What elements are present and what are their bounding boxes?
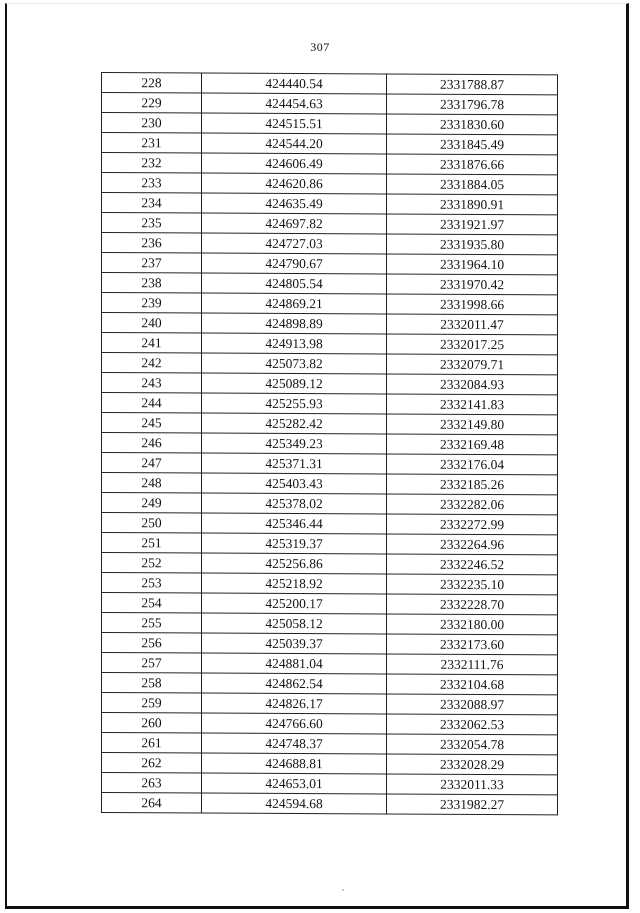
point-number-cell: 258	[102, 673, 202, 694]
point-number-cell: 241	[102, 333, 202, 354]
table-row	[102, 713, 558, 735]
point-number-cell: 244	[102, 393, 202, 414]
y-coordinate-cell: 2332084.93	[387, 374, 558, 395]
table-row	[102, 733, 558, 755]
table-row	[102, 653, 558, 675]
table-row	[102, 333, 558, 355]
y-coordinate-cell: 2332282.06	[387, 494, 558, 515]
y-coordinate-cell: 2332011.47	[387, 314, 558, 335]
x-coordinate-cell: 424594.68	[202, 793, 387, 814]
y-coordinate-cell: 2332149.80	[387, 414, 558, 435]
y-coordinate-cell: 2332017.25	[387, 334, 558, 355]
x-coordinate-cell: 424515.51	[202, 113, 387, 134]
x-coordinate-cell: 425403.43	[202, 473, 387, 494]
y-coordinate-cell: 2332011.33	[387, 774, 558, 795]
coordinate-table-wrapper	[101, 72, 557, 815]
y-coordinate-cell: 2332176.04	[387, 454, 558, 475]
table-row	[102, 593, 558, 615]
point-number-cell: 231	[102, 133, 202, 154]
table-row	[102, 293, 558, 315]
point-number-cell: 237	[102, 253, 202, 274]
y-coordinate-cell: 2331830.60	[387, 114, 558, 135]
point-number-cell: 228	[102, 73, 202, 94]
x-coordinate-cell: 425282.42	[202, 413, 387, 434]
table-row	[102, 473, 558, 495]
point-number-cell: 260	[102, 713, 202, 734]
y-coordinate-cell: 2332111.76	[387, 654, 558, 675]
y-coordinate-cell: 2331796.78	[387, 94, 558, 115]
y-coordinate-cell: 2331982.27	[387, 794, 558, 815]
point-number-cell: 235	[102, 213, 202, 234]
point-number-cell: 232	[102, 153, 202, 174]
y-coordinate-cell: 2332169.48	[387, 434, 558, 455]
y-coordinate-cell: 2331970.42	[387, 274, 558, 295]
table-row	[102, 573, 558, 595]
coordinate-table	[101, 72, 558, 815]
x-coordinate-cell: 425346.44	[202, 513, 387, 534]
x-coordinate-cell: 424544.20	[202, 133, 387, 154]
point-number-cell: 257	[102, 653, 202, 674]
y-coordinate-cell: 2332054.78	[387, 734, 558, 755]
point-number-cell: 255	[102, 613, 202, 634]
page-number: 307	[310, 40, 330, 54]
table-row	[102, 553, 558, 575]
table-row	[102, 173, 558, 195]
x-coordinate-cell: 425371.31	[202, 453, 387, 474]
point-number-cell: 240	[102, 313, 202, 334]
x-coordinate-cell: 424688.81	[202, 753, 387, 774]
y-coordinate-cell: 2332272.99	[387, 514, 558, 535]
table-row	[102, 513, 558, 535]
point-number-cell: 251	[102, 533, 202, 554]
x-coordinate-cell: 424805.54	[202, 273, 387, 294]
y-coordinate-cell: 2332228.70	[387, 594, 558, 615]
x-coordinate-cell: 424790.67	[202, 253, 387, 274]
table-row	[102, 213, 558, 235]
point-number-cell: 230	[102, 113, 202, 134]
x-coordinate-cell: 425058.12	[202, 613, 387, 634]
point-number-cell: 261	[102, 733, 202, 754]
point-number-cell: 245	[102, 413, 202, 434]
coordinate-table-body	[102, 73, 558, 815]
point-number-cell: 234	[102, 193, 202, 214]
x-coordinate-cell: 424862.54	[202, 673, 387, 694]
table-row	[102, 493, 558, 515]
point-number-cell: 248	[102, 473, 202, 494]
y-coordinate-cell: 2331890.91	[387, 194, 558, 215]
x-coordinate-cell: 424653.01	[202, 773, 387, 794]
table-row	[102, 373, 558, 395]
table-row	[102, 273, 558, 295]
point-number-cell: 264	[102, 793, 202, 814]
y-coordinate-cell: 2332264.96	[387, 534, 558, 555]
x-coordinate-cell: 424898.89	[202, 313, 387, 334]
y-coordinate-cell: 2331964.10	[387, 254, 558, 275]
point-number-cell: 262	[102, 753, 202, 774]
y-coordinate-cell: 2332173.60	[387, 634, 558, 655]
table-row	[102, 673, 558, 695]
x-coordinate-cell: 424766.60	[202, 713, 387, 734]
point-number-cell: 256	[102, 633, 202, 654]
y-coordinate-cell: 2332180.00	[387, 614, 558, 635]
y-coordinate-cell: 2332088.97	[387, 694, 558, 715]
table-row	[102, 193, 558, 215]
table-row	[102, 793, 558, 815]
x-coordinate-cell: 424826.17	[202, 693, 387, 714]
table-row	[102, 133, 558, 155]
x-coordinate-cell: 424748.37	[202, 733, 387, 754]
y-coordinate-cell: 2331876.66	[387, 154, 558, 175]
y-coordinate-cell: 2331935.80	[387, 234, 558, 255]
table-row	[102, 693, 558, 715]
x-coordinate-cell: 425200.17	[202, 593, 387, 614]
x-coordinate-cell: 424635.49	[202, 193, 387, 214]
x-coordinate-cell: 425073.82	[202, 353, 387, 374]
y-coordinate-cell: 2331998.66	[387, 294, 558, 315]
point-number-cell: 247	[102, 453, 202, 474]
y-coordinate-cell: 2332235.10	[387, 574, 558, 595]
table-row	[102, 93, 558, 115]
x-coordinate-cell: 424620.86	[202, 173, 387, 194]
x-coordinate-cell: 424697.82	[202, 213, 387, 234]
x-coordinate-cell: 424869.21	[202, 293, 387, 314]
table-row	[102, 753, 558, 775]
table-row	[102, 393, 558, 415]
x-coordinate-cell: 424727.03	[202, 233, 387, 254]
point-number-cell: 233	[102, 173, 202, 194]
table-row	[102, 433, 558, 455]
point-number-cell: 253	[102, 573, 202, 594]
table-row	[102, 353, 558, 375]
point-number-cell: 242	[102, 353, 202, 374]
point-number-cell: 254	[102, 593, 202, 614]
x-coordinate-cell: 425255.93	[202, 393, 387, 414]
y-coordinate-cell: 2332185.26	[387, 474, 558, 495]
point-number-cell: 238	[102, 273, 202, 294]
y-coordinate-cell: 2331845.49	[387, 134, 558, 155]
table-row	[102, 533, 558, 555]
x-coordinate-cell: 424440.54	[202, 73, 387, 94]
table-row	[102, 773, 558, 795]
y-coordinate-cell: 2332028.29	[387, 754, 558, 775]
point-number-cell: 263	[102, 773, 202, 794]
y-coordinate-cell: 2332141.83	[387, 394, 558, 415]
table-row	[102, 613, 558, 635]
x-coordinate-cell: 425256.86	[202, 553, 387, 574]
table-row	[102, 233, 558, 255]
y-coordinate-cell: 2332062.53	[387, 714, 558, 735]
table-row	[102, 453, 558, 475]
point-number-cell: 246	[102, 433, 202, 454]
x-coordinate-cell: 424454.63	[202, 93, 387, 114]
x-coordinate-cell: 424606.49	[202, 153, 387, 174]
x-coordinate-cell: 425218.92	[202, 573, 387, 594]
y-coordinate-cell: 2332246.52	[387, 554, 558, 575]
y-coordinate-cell: 2332079.71	[387, 354, 558, 375]
x-coordinate-cell: 425039.37	[202, 633, 387, 654]
y-coordinate-cell: 2331884.05	[387, 174, 558, 195]
point-number-cell: 249	[102, 493, 202, 514]
table-row	[102, 633, 558, 655]
y-coordinate-cell: 2332104.68	[387, 674, 558, 695]
table-row	[102, 253, 558, 275]
point-number-cell: 239	[102, 293, 202, 314]
table-row	[102, 413, 558, 435]
table-row	[102, 113, 558, 135]
x-coordinate-cell: 425378.02	[202, 493, 387, 514]
table-row	[102, 73, 558, 95]
y-coordinate-cell: 2331788.87	[387, 74, 558, 95]
y-coordinate-cell: 2331921.97	[387, 214, 558, 235]
scan-speck	[342, 889, 344, 891]
x-coordinate-cell: 425349.23	[202, 433, 387, 454]
point-number-cell: 252	[102, 553, 202, 574]
x-coordinate-cell: 424913.98	[202, 333, 387, 354]
x-coordinate-cell: 424881.04	[202, 653, 387, 674]
point-number-cell: 243	[102, 373, 202, 394]
point-number-cell: 259	[102, 693, 202, 714]
point-number-cell: 229	[102, 93, 202, 114]
table-row	[102, 313, 558, 335]
point-number-cell: 236	[102, 233, 202, 254]
point-number-cell: 250	[102, 513, 202, 534]
x-coordinate-cell: 425319.37	[202, 533, 387, 554]
table-row	[102, 153, 558, 175]
x-coordinate-cell: 425089.12	[202, 373, 387, 394]
